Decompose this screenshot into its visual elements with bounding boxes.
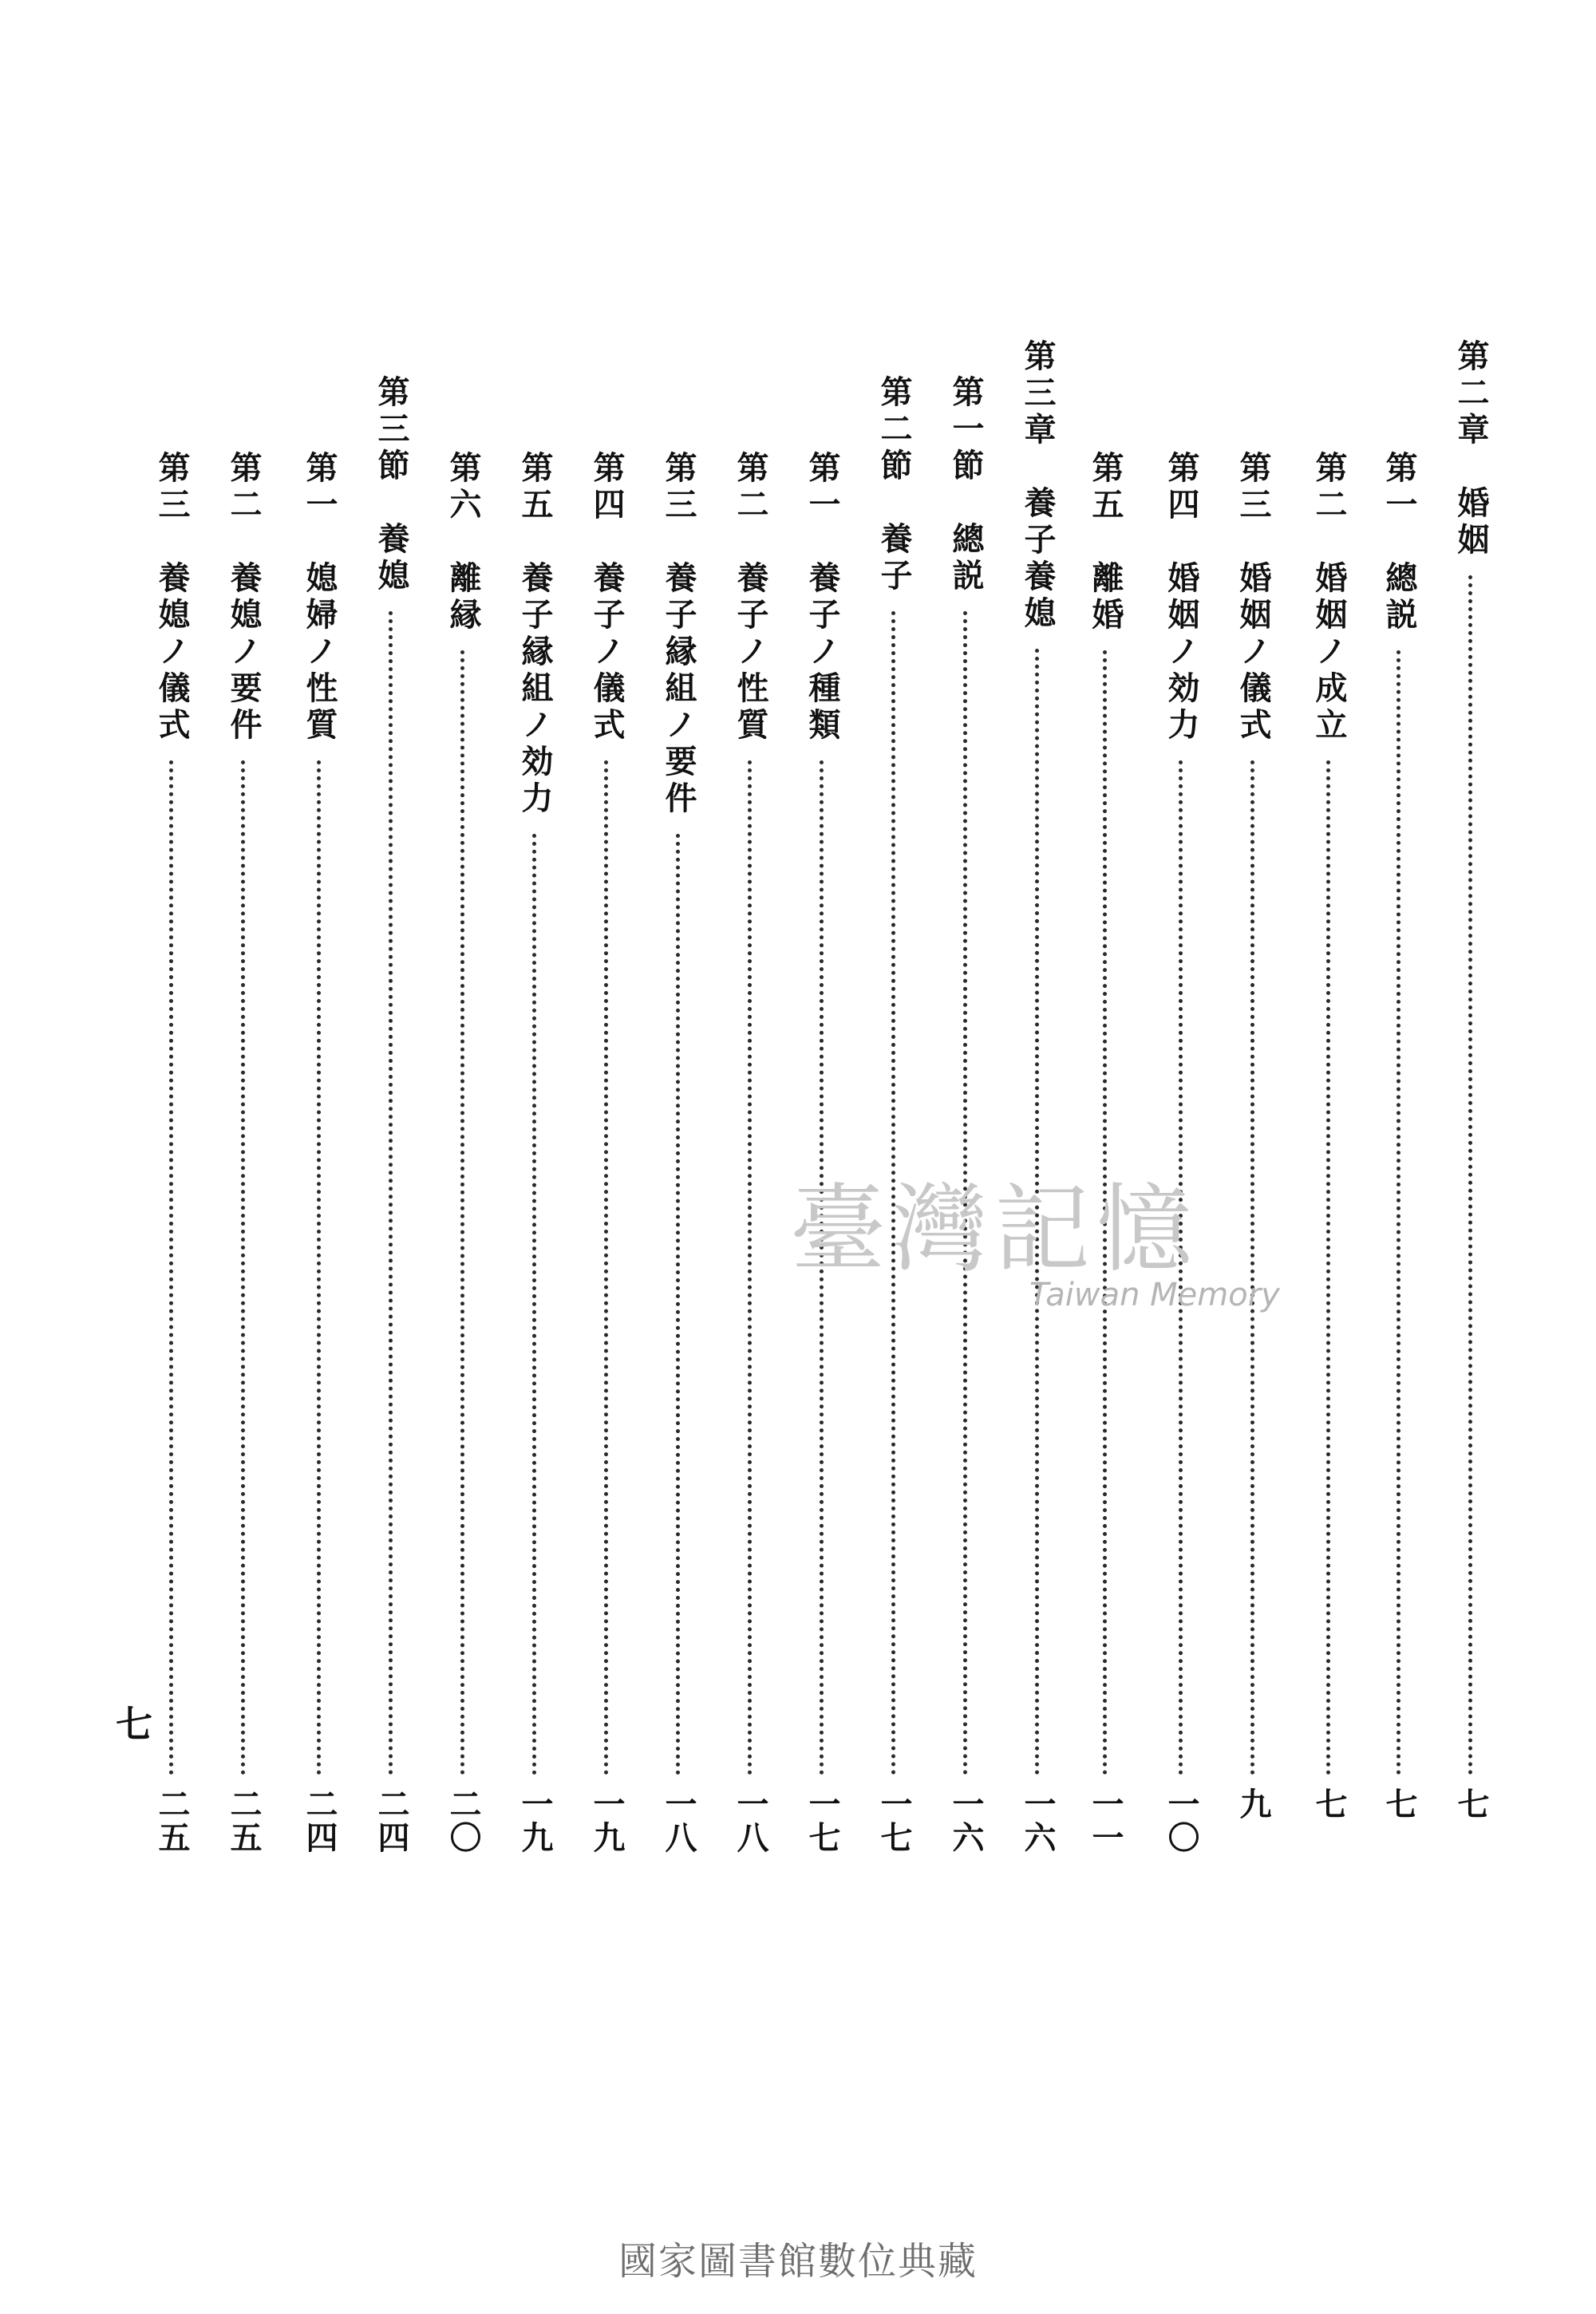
toc-page-number: 一〇 (1163, 1787, 1200, 1854)
toc-entry-title: 第三 婚姻ノ儀式 (1235, 451, 1272, 744)
toc-page-number: 一九 (588, 1787, 626, 1854)
toc-entry-title: 第四 養子ノ儀式 (588, 451, 626, 744)
toc-entry (363, 0, 419, 1854)
toc-entry-title: 第一 媳婦ノ性質 (301, 451, 338, 744)
toc-entry (1301, 0, 1357, 1821)
toc-page-number: 九 (1235, 1787, 1272, 1821)
toc-dot-leader (748, 760, 752, 1775)
toc-entry-title: 第五 養子縁組ノ効力 (516, 451, 554, 818)
toc-entry-title: 第二 婚姻ノ成立 (1310, 451, 1348, 744)
toc-page-number: 七 (1452, 1787, 1490, 1821)
toc-entry (215, 0, 271, 1854)
toc-entry-title: 第三 養子縁組ノ要件 (660, 451, 697, 818)
toc-page-number: 一七 (875, 1787, 913, 1854)
toc-dot-leader (317, 760, 321, 1775)
toc-entry-title: 第六 離縁 (444, 451, 482, 634)
toc-entry (1371, 0, 1427, 1821)
toc-page-number: 二四 (301, 1787, 338, 1854)
toc-entry (435, 0, 491, 1854)
toc-entry-title: 第一 總説 (1381, 451, 1418, 634)
toc-entry-title: 第三節 養媳 (373, 375, 410, 595)
toc-entry-title: 第一節 總説 (947, 375, 985, 595)
toc-page-number: 一七 (804, 1787, 841, 1854)
toc-dot-leader (1396, 650, 1400, 1775)
toc-entry (1443, 0, 1499, 1821)
toc-dot-leader (532, 834, 536, 1775)
toc-entry (579, 0, 634, 1854)
toc-dot-leader (1468, 575, 1472, 1775)
toc-dot-leader (604, 760, 608, 1775)
toc-dot-leader (169, 760, 173, 1775)
toc-entry (144, 0, 200, 1854)
toc-entry (507, 0, 563, 1854)
toc-entry-title: 第三章 養子養媳 (1019, 339, 1057, 633)
toc-entry-title: 第二節 養子 (875, 375, 913, 595)
watermark-latin-text: Taiwan Memory (1029, 1277, 1280, 1313)
toc-entry-title: 第二 養媳ノ要件 (225, 451, 263, 744)
toc-entry-title: 第二章 婚姻 (1452, 339, 1490, 559)
footer-credit: 國家圖書館數位典藏 (618, 2239, 978, 2284)
toc-page-number: 七 (1381, 1787, 1418, 1821)
toc-entry-title: 第二 養子ノ性質 (732, 451, 769, 744)
toc-page-number: 一六 (947, 1787, 985, 1854)
watermark-logo-text: 臺灣記憶 (790, 1175, 1199, 1285)
toc-page-number: 二五 (153, 1787, 191, 1854)
toc-dot-leader (460, 650, 464, 1775)
toc-page-number: 一一 (1087, 1787, 1124, 1854)
toc-page-number: 一六 (1019, 1787, 1057, 1854)
toc-dot-leader (241, 760, 245, 1775)
toc-page-number: 二四 (373, 1787, 410, 1854)
toc-entry-title: 第五 離婚 (1087, 451, 1124, 634)
toc-entry-title: 第一 養子ノ種類 (804, 451, 841, 744)
toc-entry (650, 0, 706, 1854)
toc-entry (291, 0, 347, 1854)
toc-page-number: 一八 (660, 1787, 697, 1854)
watermark (790, 1153, 1301, 1337)
toc-entry-title: 第四 婚姻ノ効力 (1163, 451, 1200, 744)
toc-page-number: 一八 (732, 1787, 769, 1854)
toc-page-number: 二〇 (444, 1787, 482, 1854)
toc-dot-leader (389, 611, 393, 1775)
toc-dot-leader (1326, 760, 1330, 1775)
toc-entry (722, 0, 778, 1854)
toc-entry-title: 第三 養媳ノ儀式 (153, 451, 191, 744)
toc-page-number: 二五 (225, 1787, 263, 1854)
toc-page-number: 一九 (516, 1787, 554, 1854)
folio-page-number: 七 (116, 1703, 152, 1746)
toc-page-number: 七 (1310, 1787, 1348, 1821)
toc-dot-leader (676, 834, 680, 1775)
